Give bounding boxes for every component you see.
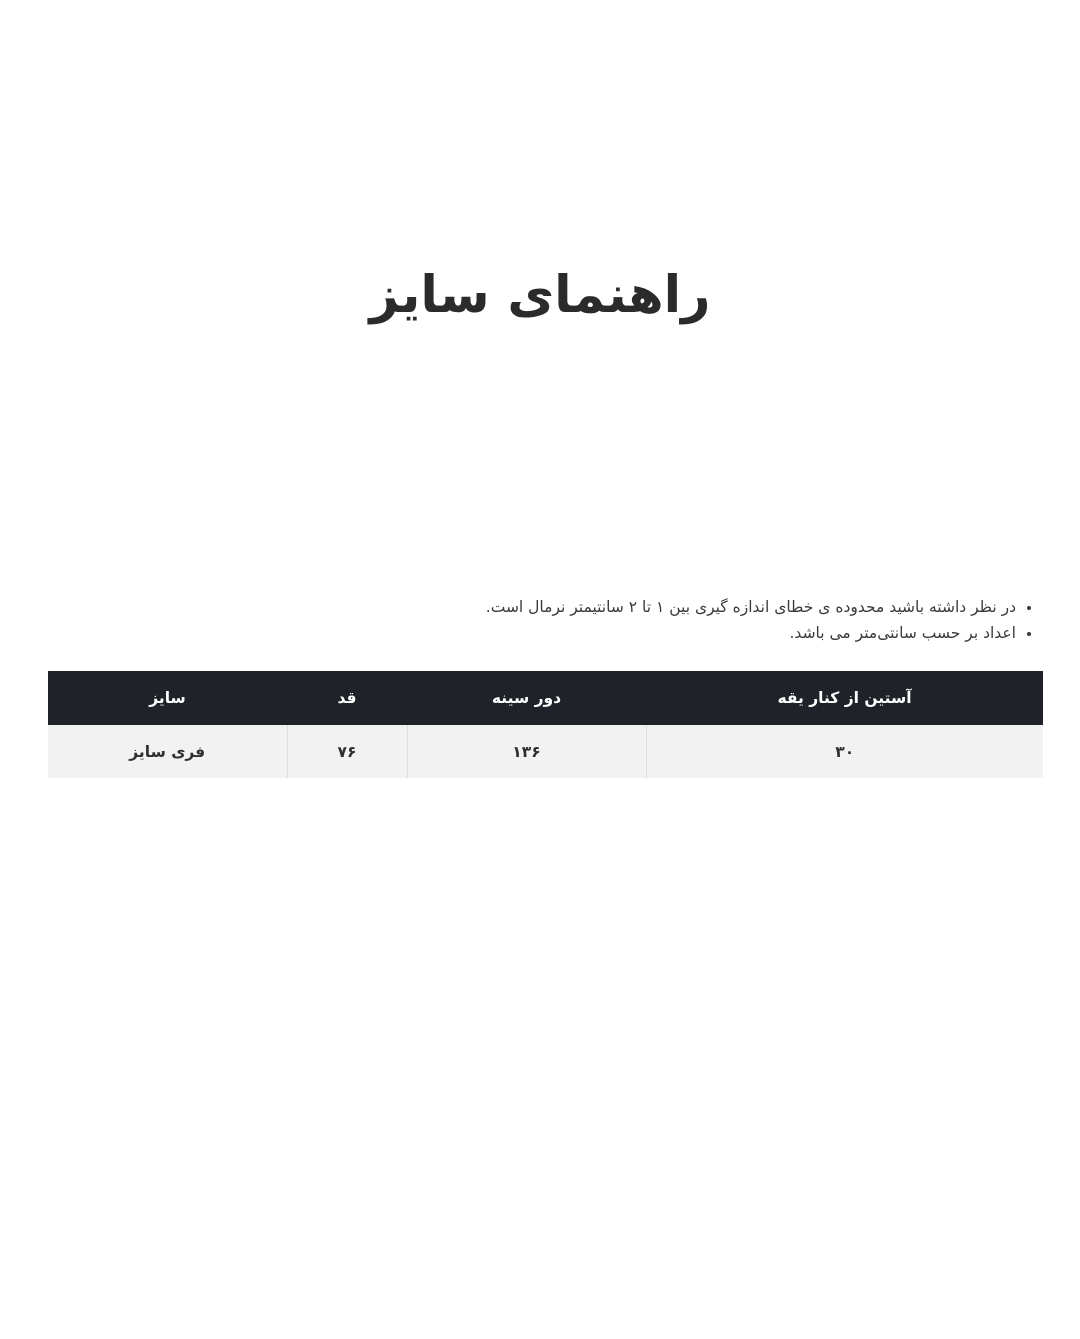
cell-chest: ۱۳۶ — [407, 725, 646, 778]
cell-length: ۷۶ — [287, 725, 407, 778]
note-item-unit: • اعداد بر حسب سانتی‌متر می باشد. — [32, 620, 1016, 646]
size-table-body — [48, 725, 1043, 778]
notes-list — [32, 594, 1032, 646]
column-header-length: قد — [287, 671, 407, 725]
table-row — [48, 725, 1043, 778]
table-header-row — [48, 671, 1043, 725]
size-table — [48, 671, 1043, 778]
cell-size: فری سایز — [48, 725, 287, 778]
cell-sleeve: ۳۰ — [646, 725, 1043, 778]
column-header-sleeve: آستین از کنار یقه — [646, 671, 1043, 725]
page-title: راهنمای سایز — [369, 266, 711, 326]
column-header-size: سایز — [48, 671, 287, 725]
note-item-measurement-tolerance: • در نظر داشته باشید محدوده ی خطای اندازه گیری بین ۱ تا ۲ سانتیمتر نرمال است. — [32, 594, 1016, 620]
column-header-chest: دور سینه — [407, 671, 646, 725]
size-table-head — [48, 671, 1043, 725]
